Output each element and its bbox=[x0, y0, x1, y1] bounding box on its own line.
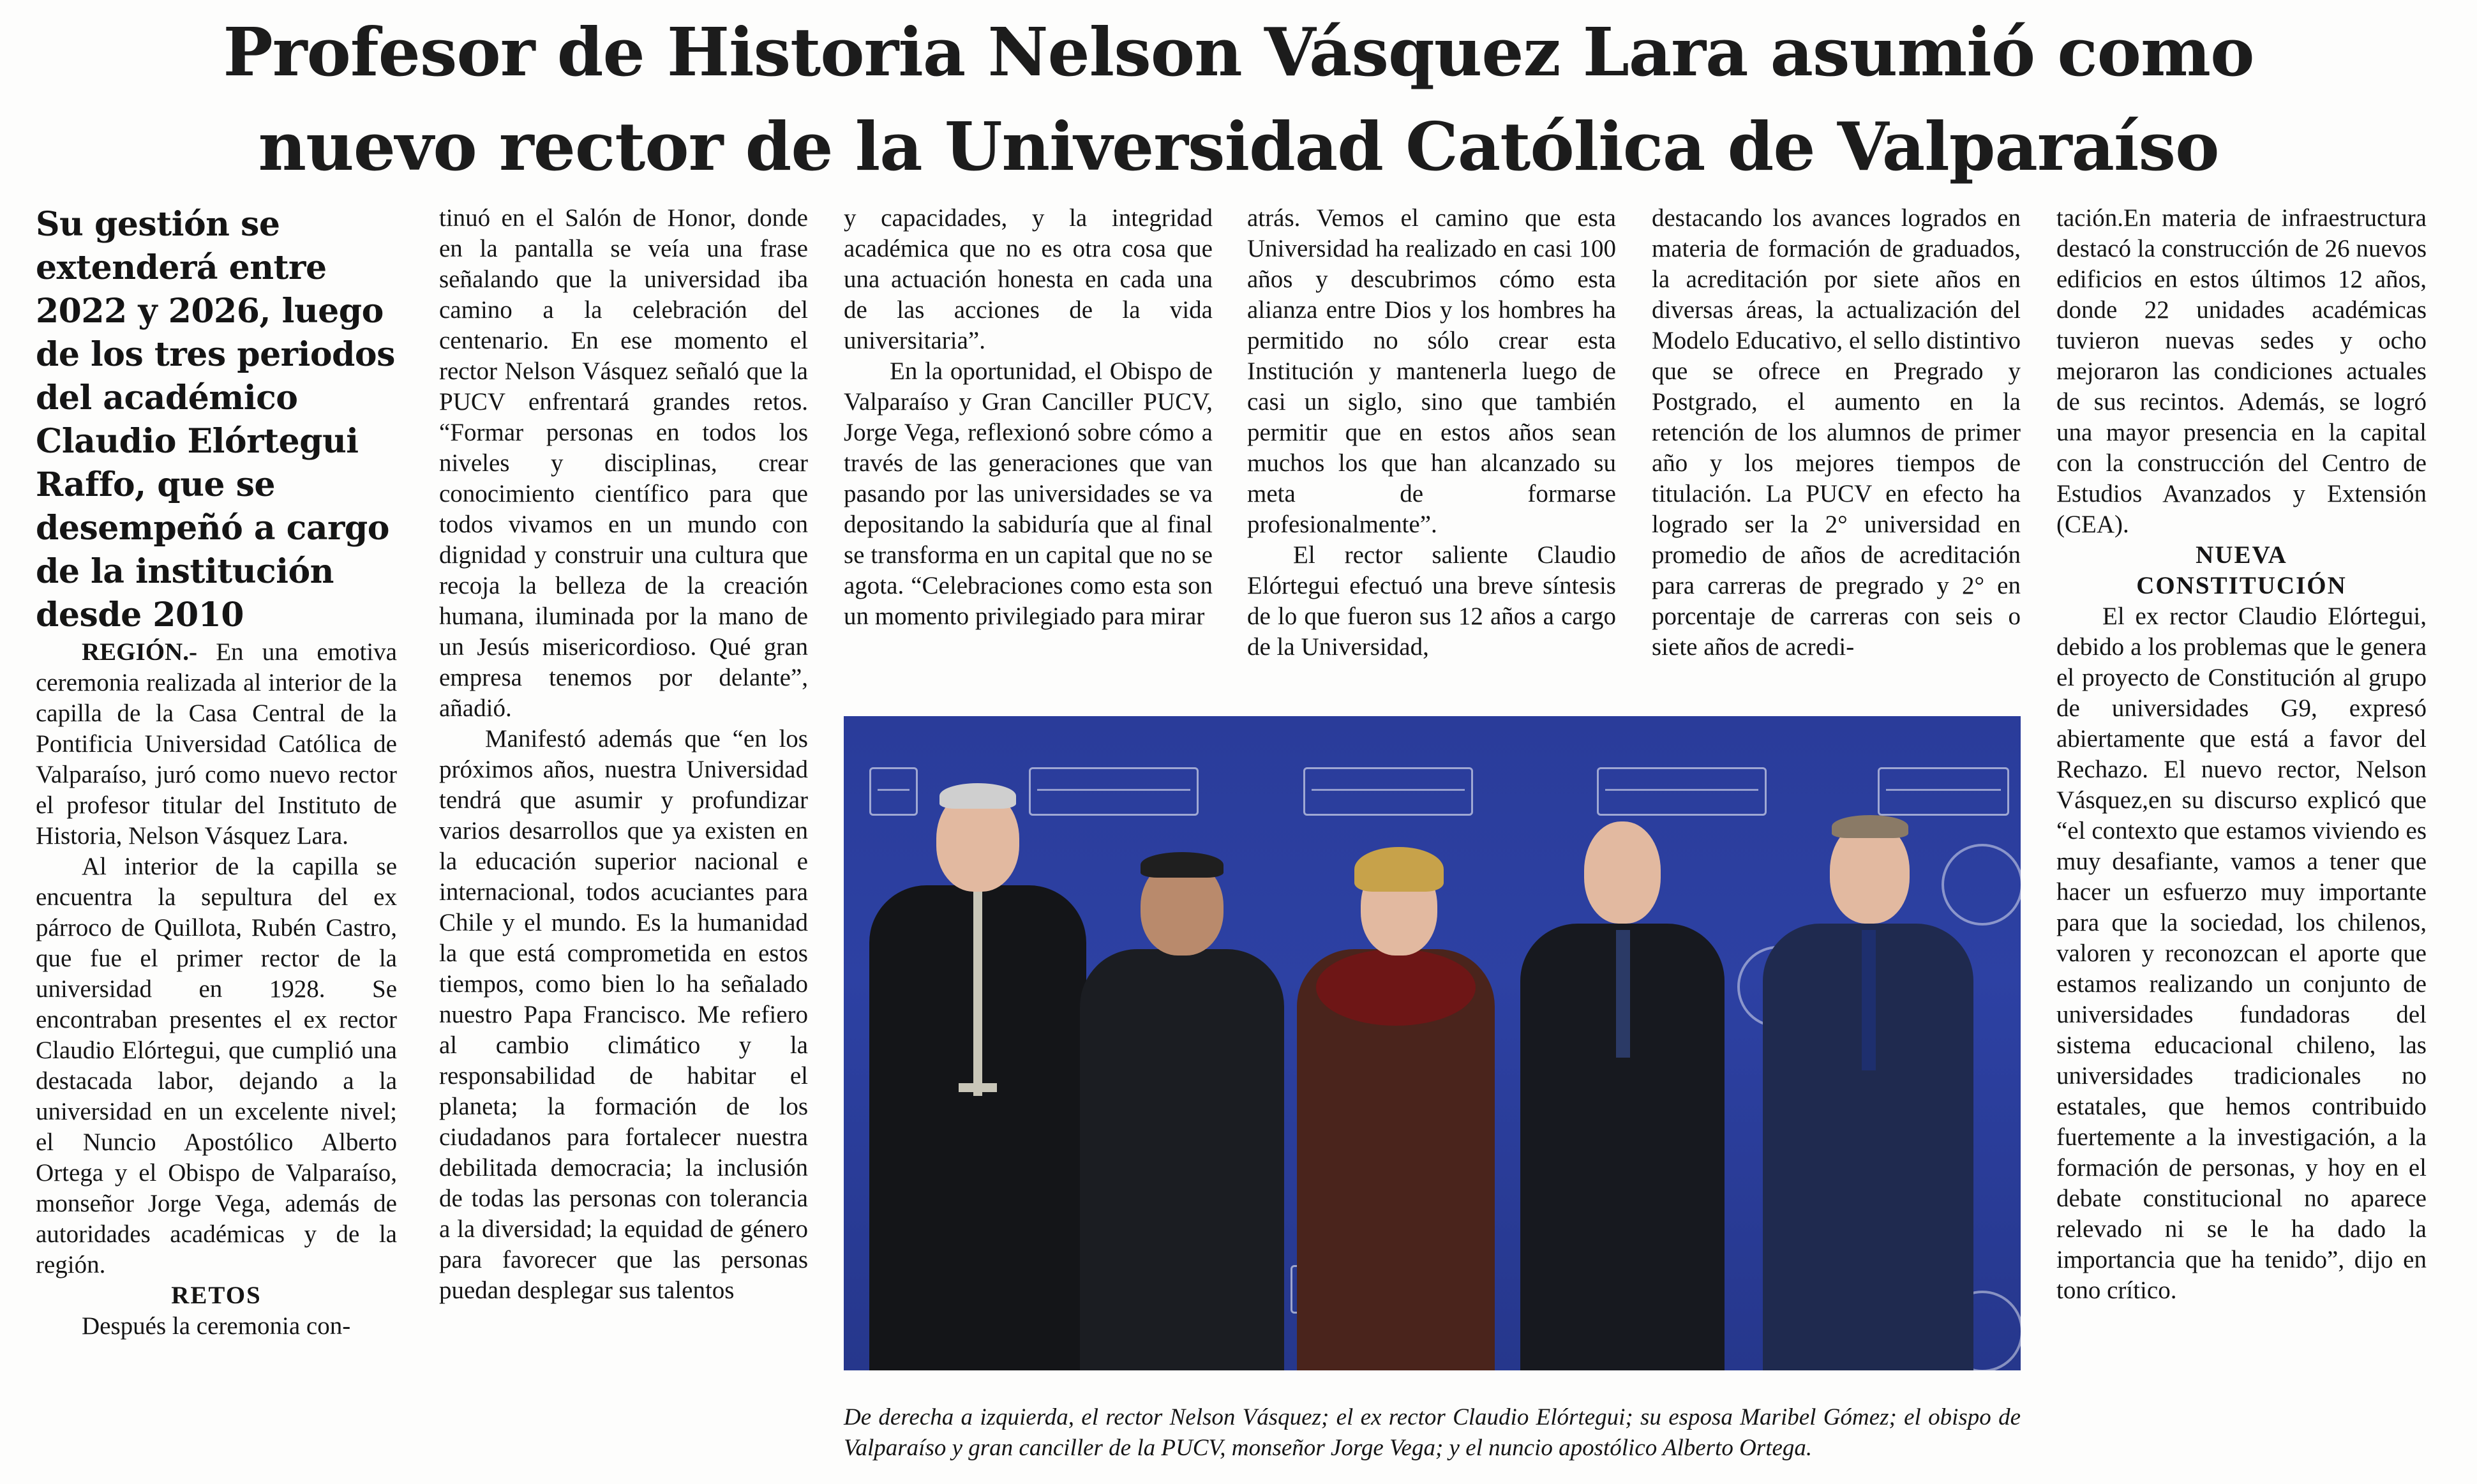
col4-paragraph-2: El rector saliente Claudio Elórtegui efectuó una breve síntesis de lo que fueron sus 12 años a cargo de la Universidad, bbox=[1247, 541, 1616, 661]
col1-paragraph-3: Después la ceremonia con- bbox=[82, 1312, 351, 1340]
col6-paragraph-2: El ex rector Claudio Elórtegui, debido a los problemas que le genera el proyecto de Constitución al grupo de universidades G9, expresó abiertamente que está a favor del Rechazo. El nuevo rector, Nelson Vásquez,en su discurso explicó que “el contexto que estamos viviendo es muy desafiante, vamos a tener que hacer un esfuerzo muy importante para que la sociedad, los chilenos, valoren y reconozcan el aporte que estamos realizando un conjunto de universidades fundadoras del sistema educacional chileno, las universidades tradicionales no estatales, que hemos contribuido fuertemente a la investigación, a la formación de personas, y hoy en el debate constitucional no aparece relevado ni se le ha dado la importancia que ha tenido”, dijo en tono crítico. bbox=[2056, 603, 2427, 1304]
col2-paragraph-1: tinuó en el Salón de Honor, donde en la pantalla se veía una frase señalando que la universidad iba camino a la celebración del centenario. En ese momento el rector Nelson Vásquez señaló que la PUCV enfrentará grandes retos. “Formar personas en todos los niveles y disciplinas, crear conocimiento científico para que todos vivamos en un mundo con dignidad y construir una cultura que recoja la belleza de la creación humana, iluminada por la mano de un Jesús misericordioso. Qué gran empresa tenemos por delante”, añadió. bbox=[439, 204, 808, 722]
headline bbox=[0, 5, 2477, 194]
dateline: REGIÓN.- bbox=[82, 638, 197, 666]
person-ex-rector bbox=[1514, 796, 1731, 1370]
headline-line-2: nuevo rector de la Universidad Católica de Valparaíso bbox=[258, 107, 2219, 186]
deck: Su gestión se extenderá entre 2022 y 2026, luego de los tres periodos del académico Claudio Elórtegui Raffo, que se desempeñó a cargo de la institución desde 2010 bbox=[36, 205, 395, 634]
col3-paragraph-1: y capacidades, y la integridad académica que no es otra cosa que una actuación honesta en cada una de las acciones de la vida universitaria”. bbox=[844, 204, 1213, 354]
column-4 bbox=[1247, 203, 1616, 701]
col6-paragraph-1: tación.En materia de infraestructura destacó la construcción de 26 nuevos edificios en estos últimos 12 años, donde 22 unidades académicas tuvieron nuevas sedes y ocho mejoraron las condiciones actuales de sus recintos. Además, se logró una mayor presencia en la capital con la construcción del Centro de Estudios Avanzados y Extensión (CEA). bbox=[2056, 204, 2427, 538]
col3-paragraph-2: En la oportunidad, el Obispo de Valparaíso y Gran Canciller PUCV, Jorge Vega, reflexionó sobre cómo a través de las generaciones que van pasando por las universidades se va depositando la sabiduría que al final se transforma en un capital que no se agota. “Celebraciones como esta son un momento privilegiado para mirar bbox=[844, 357, 1213, 630]
person-woman bbox=[1291, 821, 1501, 1370]
col1-paragraph-1-text: En una emotiva ceremonia realizada al interior de la capilla de la Casa Central de la Pontificia Universidad Católica de Valparaíso, juró como nuevo rector el profesor titular del Instituto de Historia, Nelson Vásquez Lara. bbox=[36, 638, 397, 850]
photo-caption: De derecha a izquierda, el rector Nelson Vásquez; el ex rector Claudio Elórtegui; su esposa Maribel Gómez; el obispo de Valparaíso y gran canciller de la PUCV, monseñor Jorge Vega; y el nuncio apostólico Alberto Ortega. bbox=[844, 1404, 2021, 1461]
column-3 bbox=[844, 203, 1213, 701]
col1-paragraph-2: Al interior de la capilla se encuentra la sepultura del ex párroco de Quillota, Rubén Castro, que fue el primer rector de la universidad en 1928. Se encontraban presentes el ex rector Claudio Elórtegui, que cumplió una destacada labor, dejando a la universidad en un excelente nivel; el Nuncio Apostólico Alberto Ortega y el Obispo de Valparaíso, monseñor Jorge Vega, además de autoridades académicas y de la región. bbox=[36, 853, 397, 1278]
col5-paragraph-1: destacando los avances logrados en materia de formación de graduados, la acreditación por siete años en diversas áreas, la actualización del Modelo Educativo, el sello distintivo que se ofrece en Pregrado y Postgrado, el aumento en la retención de los alumnos de primer año y los mejores tiempos de titulación. La PUCV en efecto ha logrado ser la 2° universidad en promedio de años de acreditación para carreras de pregrado y 2° en porcentaje de carreras con seis o siete años de acredi- bbox=[1652, 204, 2021, 661]
col1-paragraph-1 bbox=[36, 637, 397, 851]
subhead-retos: RETOS bbox=[171, 1282, 262, 1309]
subhead-nueva-constitucion: NUEVA CONSTITUCIÓN bbox=[2136, 541, 2347, 599]
column-2 bbox=[439, 203, 808, 1473]
col2-paragraph-2: Manifestó además que “en los próximos años, nuestra Universidad tendrá que asumir y profundizar varios desarrollos que ya existen en la educación superior nacional e internacional, todos acuciantes para Chile y el mundo. Es la humanidad la que está comprometida en estos tiempos, como bien lo ha señalado nuestro Papa Francisco. Me refiero al cambio climático y la responsabilidad de habitar el planeta; la formación de los ciudadanos para fortalecer nuestra debilitada democracia; la inclusión de todas las personas con tolerancia a la diversidad; la equidad de género para favorecer que las personas puedan desplegar sus talentos bbox=[439, 725, 808, 1304]
column-6 bbox=[2056, 203, 2427, 1473]
person-nuncio bbox=[857, 770, 1099, 1370]
column-5 bbox=[1652, 203, 2021, 701]
column-1 bbox=[36, 203, 397, 1473]
person-rector bbox=[1756, 796, 1980, 1370]
backdrop-logo bbox=[1303, 767, 1473, 816]
group-photo bbox=[844, 716, 2021, 1370]
person-bishop bbox=[1074, 834, 1291, 1370]
col4-paragraph-1: atrás. Vemos el camino que esta Universidad ha realizado en casi 100 años y descubrimos cómo esta alianza entre Dios y los hombres ha permitido no sólo crear esta Institución y mantenerla luego de casi un siglo, sino que también permitir que en estos años sean muchos los que han alcanzado su meta de formarse profesionalmente”. bbox=[1247, 204, 1616, 538]
headline-line-1: Profesor de Historia Nelson Vásquez Lara asumió como bbox=[223, 13, 2254, 91]
